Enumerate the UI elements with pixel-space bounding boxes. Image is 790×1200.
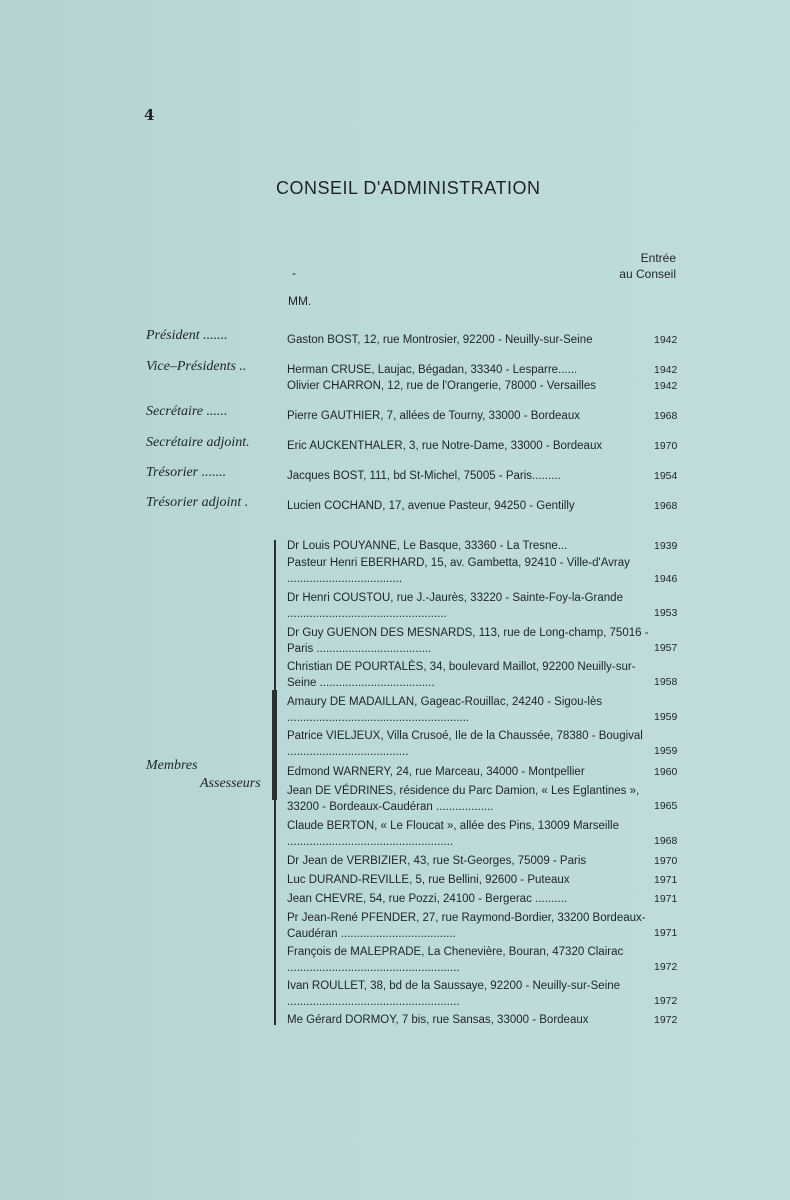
mm-label: MM. xyxy=(288,294,312,308)
dash-mark: - xyxy=(292,266,296,280)
member-year: 1953 xyxy=(654,607,678,619)
officer-year: 1942 xyxy=(654,364,678,376)
member-year: 1972 xyxy=(654,961,678,973)
officer-entry: Jacques BOST, 111, bd St-Michel, 75005 - Paris......... xyxy=(287,470,561,482)
member-entry: Patrice VIELJEUX, Villa Crusoé, Ile de la Chaussée, 78380 - Bougival ...................................... xyxy=(287,730,643,758)
officer-entry: Lucien COCHAND, 17, avenue Pasteur, 94250 - Gentilly xyxy=(287,500,575,512)
page-title: CONSEIL D'ADMINISTRATION xyxy=(276,178,541,198)
officer-year: 1954 xyxy=(654,470,678,482)
role-tresorier-adjoint: Trésorier adjoint . xyxy=(146,495,249,510)
role-president: Président ....... xyxy=(146,328,228,343)
role-tresorier: Trésorier ....... xyxy=(146,465,227,480)
member-entry: Pr Jean-René PFENDER, 27, rue Raymond-Bordier, 33200 Bordeaux-Caudéran .................................... xyxy=(287,912,646,940)
member-entry: Dr Jean de VERBIZIER, 43, rue St-Georges, 75009 - Paris xyxy=(287,855,587,867)
officer-entry: Eric AUCKENTHALER, 3, rue Notre-Dame, 33000 - Bordeaux xyxy=(287,440,603,452)
member-entry: Claude BERTON, « Le Floucat », allée des Pins, 13009 Marseille .................................................... xyxy=(287,820,619,848)
page-number: 4 xyxy=(144,106,155,124)
officer-entry: Olivier CHARRON, 12, rue de l'Orangerie, 78000 - Versailles xyxy=(287,380,596,392)
officer-entry: Pierre GAUTHIER, 7, allées de Tourny, 33000 - Bordeaux xyxy=(287,410,580,422)
member-year: 1972 xyxy=(654,1014,678,1026)
member-year: 1970 xyxy=(654,855,678,867)
member-entry: Amaury DE MADAILLAN, Gageac-Rouillac, 24240 - Sigou-lès ......................................................... xyxy=(287,696,603,724)
entree-header xyxy=(619,250,676,282)
member-year: 1958 xyxy=(654,676,678,688)
member-year: 1946 xyxy=(654,573,678,585)
officer-entry: Gaston BOST, 12, rue Montrosier, 92200 - Neuilly-sur-Seine xyxy=(287,334,593,346)
role-vice-presidents: Vice–Présidents .. xyxy=(146,359,247,374)
member-year: 1960 xyxy=(654,766,678,778)
officer-year: 1970 xyxy=(654,440,678,452)
member-entry: Me Gérard DORMOY, 7 bis, rue Sansas, 33000 - Bordeaux xyxy=(287,1014,589,1026)
member-entry: Luc DURAND-REVILLE, 5, rue Bellini, 92600 - Puteaux xyxy=(287,874,570,886)
officer-year: 1942 xyxy=(654,380,678,392)
member-year: 1957 xyxy=(654,642,678,654)
member-entry: Pasteur Henri EBERHARD, 15, av. Gambetta, 92410 - Ville-d'Avray .................................... xyxy=(287,557,630,585)
member-year: 1968 xyxy=(654,835,678,847)
officer-year: 1942 xyxy=(654,334,678,346)
role-secretaire-adjoint: Secrétaire adjoint. xyxy=(146,435,250,450)
officer-year: 1968 xyxy=(654,500,678,512)
role-assesseurs: Assesseurs xyxy=(200,776,261,791)
member-entry: Edmond WARNERY, 24, rue Marceau, 34000 - Montpellier xyxy=(287,766,585,778)
member-year: 1971 xyxy=(654,893,678,905)
member-entry: Dr Henri COUSTOU, rue J.-Jaurès, 33220 - Sainte-Foy-la-Grande .................................................. xyxy=(287,592,623,620)
officer-year: 1968 xyxy=(654,410,678,422)
role-secretaire: Secrétaire ...... xyxy=(146,404,228,419)
entree-line2: au Conseil xyxy=(619,267,676,281)
member-year: 1972 xyxy=(654,995,678,1007)
officer-entry: Herman CRUSE, Laujac, Bégadan, 33340 - Lesparre...... xyxy=(287,364,578,376)
member-entry: Dr Guy GUENON DES MESNARDS, 113, rue de Long-champ, 75016 - Paris .................................... xyxy=(287,627,649,655)
member-entry: Jean CHEVRE, 54, rue Pozzi, 24100 - Bergerac .......... xyxy=(287,893,567,905)
member-year: 1939 xyxy=(654,540,678,552)
members-brace xyxy=(274,540,276,1025)
member-entry: Christian DE POURTALÈS, 34, boulevard Maillot, 92200 Neuilly-sur-Seine .................................... xyxy=(287,661,636,689)
member-entry: François de MALEPRADE, La Chenevière, Bouran, 47320 Clairac ...................................................... xyxy=(287,946,624,974)
member-year: 1959 xyxy=(654,745,678,757)
entree-line1: Entrée xyxy=(640,251,676,265)
member-entry: Jean DE VÉDRINES, résidence du Parc Damion, « Les Eglantines », 33200 - Bordeaux-Caudéran .................. xyxy=(287,785,640,813)
role-membres: Membres xyxy=(146,758,198,773)
member-entry: Dr Louis POUYANNE, Le Basque, 33360 - La Tresne... xyxy=(287,540,568,552)
member-entry: Ivan ROULLET, 38, bd de la Saussaye, 92200 - Neuilly-sur-Seine ...................................................... xyxy=(287,980,621,1008)
member-year: 1965 xyxy=(654,800,678,812)
member-year: 1971 xyxy=(654,874,678,886)
member-year: 1959 xyxy=(654,711,678,723)
member-year: 1971 xyxy=(654,927,678,939)
